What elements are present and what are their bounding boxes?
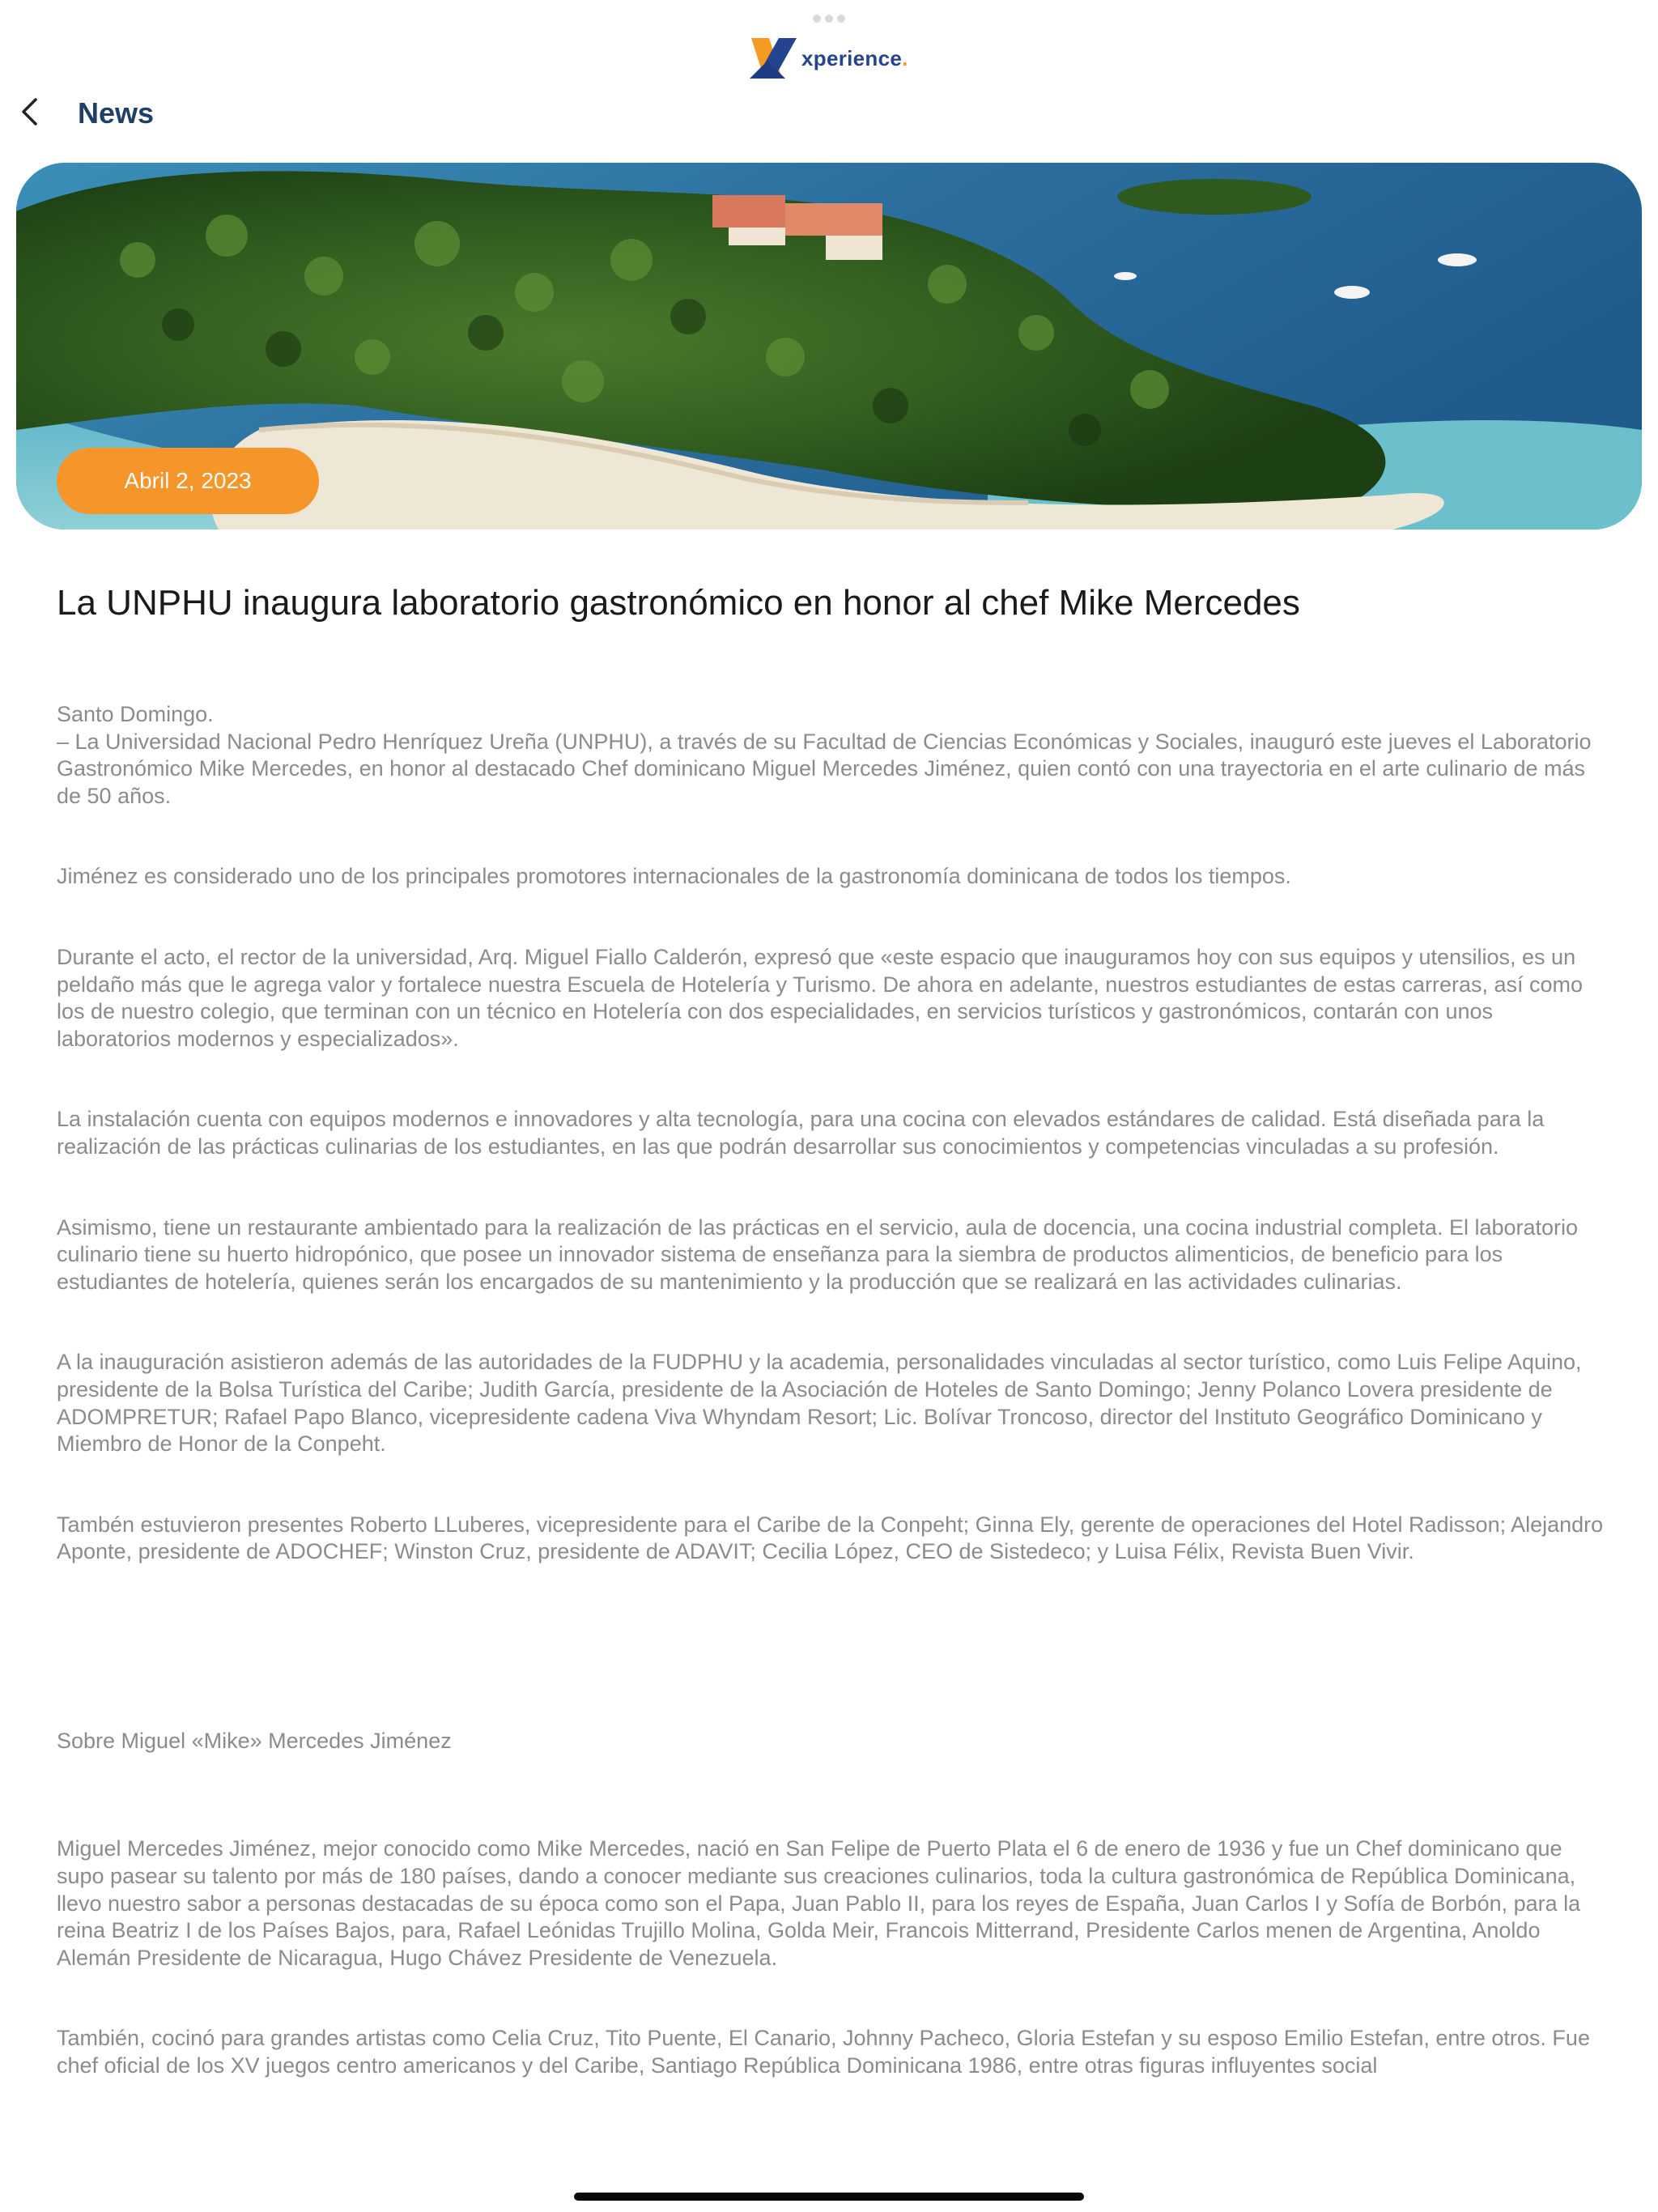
hero-image (16, 163, 1642, 530)
logo-dot: . (902, 45, 908, 70)
article-paragraph: Tambén estuvieron presentes Roberto LLuberes, vicepresidente para el Caribe de la Conpeht; Ginna Ely, gerente de operaciones del Hotel Radisson; Alejandro Aponte, presidente de ADOCHEF; Winston Cruz, presidente de ADAVIT; Cecilia López, CEO de Sistedeco; y Luisa Félix, Revista Buen Vivir. (57, 1512, 1604, 1564)
article-paragraph: La instalación cuenta con equipos modernos e innovadores y alta tecnología, para una cocina con elevados estándares de calidad. Está diseñada para la realización de las prácticas culinarias de los estudiantes, en las que podrán desarrollar sus conocimientos y competencias vinculadas a su profesión. (57, 1107, 1545, 1159)
article-paragraph: Durante el acto, el rector de la universidad, Arq. Miguel Fiallo Calderón, expresó que «este espacio que inauguramos hoy con sus equipos y utensilios, es un peldaño más que le agrega valor y fortalece nuestra Escuela de Hotelería y Turismo. De ahora en adelante, nuestros estudiantes de estas carreras, así como los de nuestro colegio, que terminan con un técnico en Hotelería con dos especialidades, en servicios turísticos y gastronómicos, contarán con unos laboratorios modernos y especializados». (57, 944, 1584, 1051)
logo-text: xperience (801, 45, 903, 70)
article-paragraph: A la inauguración asistieron además de las autoridades de la FUDPHU y la academia, personalidades vinculadas al sector turístico, como Luis Felipe Aquino, presidente de la Bolsa Turística del Caribe; Judith García, presidente de la Asociación de Hoteles de Santo Domingo; Jenny Polanco Lovera presidente de ADOMPRETUR; Rafael Papo Blanco, vicepresidente cadena Viva Whyndam Resort; Lic. Bolívar Troncoso, director del Instituto Geográfico Dominicano y Miembro de Honor de la Conpeht. (57, 1350, 1582, 1457)
app-logo (750, 36, 908, 81)
date-badge: Abril 2, 2023 (57, 448, 319, 514)
bio-paragraph: Miguel Mercedes Jiménez, mejor conocido como Mike Mercedes, nació en San Felipe de Puerto Plata el 6 de enero de 1936 y fue un Chef dominicano que supo pasear su talento por más de 180 países, dando a conocer mediante sus creaciones culinarios, toda la cultura gastronómica de República Dominicana, llevo nuestro sabor a personas destacadas de su época como son el Papa, Juan Pablo II, para los reyes de España, Juan Carlos I y Sofía de Borbón, para la reina Beatriz I de los Países Bajos, para, Rafael Leónidas Trujillo Molina, Golda Meir, Francois Mitterrand, Presidente Carlos menen de Argentina, Anoldo Alemán Presidente de Nicaragua, Hugo Chávez Presidente de Venezuela. (57, 1836, 1581, 1970)
article-body (57, 701, 1613, 2080)
nav-bar (19, 91, 154, 136)
article-paragraph: – La Universidad Nacional Pedro Henríquez Ureña (UNPHU), a través de su Facultad de Ciencias Económicas y Sociales, inauguró este jueves el Laboratorio Gastronómico Mike Mercedes, en honor al destacado Chef dominicano Miguel Mercedes Jiménez, quien contó con una trayectoria en el arte culinario de más de 50 años. (57, 729, 1592, 808)
article-subheading: Sobre Miguel «Mike» Mercedes Jiménez (57, 1728, 452, 1753)
dot (825, 15, 833, 23)
article-place: Santo Domingo. (57, 702, 214, 726)
multitask-dots[interactable] (813, 15, 845, 23)
article-headline: La UNPHU inaugura laboratorio gastronómico en honor al chef Mike Mercedes (57, 583, 1300, 623)
article-paragraph: Jiménez es considerado uno de los principales promotores internacionales de la gastronomía dominicana de todos los tiempos. (57, 864, 1291, 889)
dot (837, 15, 845, 23)
bio-paragraph: También, cocinó para grandes artistas como Celia Cruz, Tito Puente, El Canario, Johnny Pacheco, Gloria Estefan y su esposo Emilio Estefan, entre otros. Fue chef oficial de los XV juegos centro americanos y del Caribe, Santiago República Dominicana 1986, entre otras figuras influyentes social (57, 2026, 1590, 2078)
nav-title: News (78, 96, 155, 130)
back-button[interactable] (19, 91, 65, 136)
chevron-left-icon (19, 97, 39, 130)
dot (813, 15, 821, 23)
xperience-logo-icon (750, 36, 800, 80)
article-paragraph: Asimismo, tiene un restaurante ambientado para la realización de las prácticas en el servicio, aula de docencia, una cocina industrial completa. El laboratorio culinario tiene su huerto hidropónico, que posee un innovador sistema de enseñanza para la siembra de productos alimenticios, de beneficio para los estudiantes de hotelería, quienes serán los encargados de su mantenimiento y la producción que se realizará en las actividades culinarias. (57, 1214, 1579, 1294)
home-indicator[interactable] (574, 2193, 1084, 2201)
